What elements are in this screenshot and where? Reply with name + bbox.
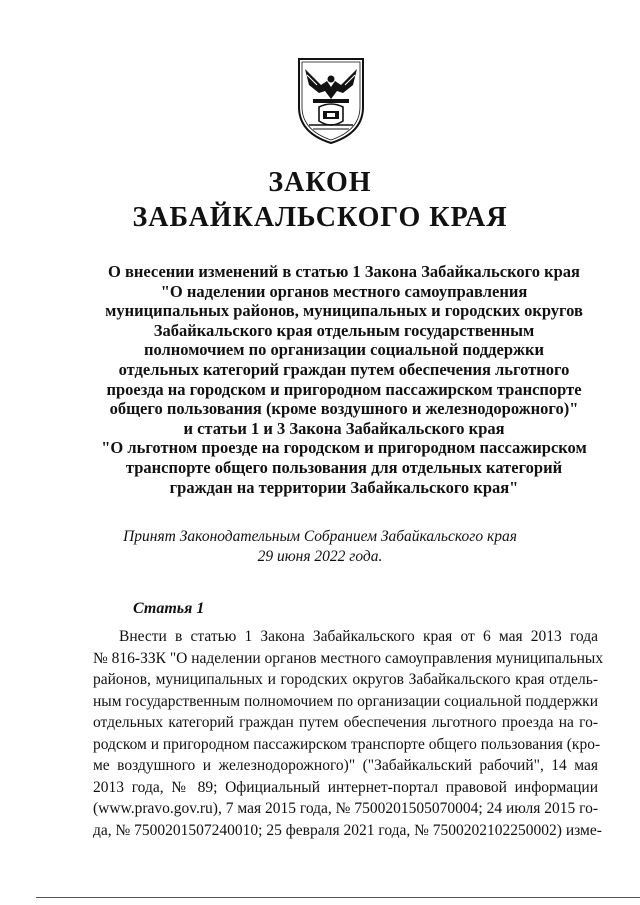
article-heading: Статья 1	[133, 600, 205, 617]
adoption-note	[0, 527, 640, 567]
subject-line: и статьи 1 и 3 Закона Забайкальского края	[183, 418, 505, 438]
body-line: да, № 7500201507240010; 25 февраля 2021 года, № 7500202102250002) изме-	[93, 821, 602, 839]
adoption-line: Принят Законодательным Собранием Забайкальского края	[123, 528, 517, 545]
region-title: ЗАБАЙКАЛЬСКОГО КРАЯ	[132, 202, 508, 233]
body-line: отдельных категорий граждан путем обеспечения льготного проезда на го-	[93, 714, 598, 731]
article-body	[93, 626, 604, 841]
subject-line: "О льготном проезде на городском и пригородном пассажирском	[101, 438, 587, 458]
law-title: ЗАКОН	[268, 167, 372, 198]
subject-line: проезда на городском и пригородном пассажирском транспорте	[106, 379, 582, 399]
adoption-date: 29 июня 2022 года.	[257, 548, 383, 565]
subject-line: муниципальных районов, муниципальных и городских округов	[105, 301, 583, 321]
body-line: (www.pravo.gov.ru), 7 мая 2015 года, № 7500201505070004; 24 июля 2015 го-	[93, 800, 598, 817]
body-line: 2013 года, № 89; Официальный интернет-портал правовой информации	[93, 778, 598, 796]
coat-of-arms-icon	[293, 55, 369, 145]
body-line: ным государственным полномочием по организации социальной поддержки	[93, 692, 598, 710]
body-line: районов, муниципальных и городских округов Забайкальского края отдель-	[93, 671, 598, 688]
subject-line: транспорте общего пользования для отдельных категорий	[125, 457, 563, 477]
subject-line: "О наделении органов местного самоуправления	[160, 281, 528, 301]
subject-line: граждан на территории Забайкальского края"	[169, 477, 519, 497]
subject-line: общего пользования (кроме воздушного и железнодорожного)"	[109, 399, 579, 419]
body-line: родском и пригородном пассажирском транспорте общего пользования (кро-	[93, 735, 601, 753]
scan-edge-divider	[36, 897, 640, 898]
law-subject	[84, 262, 604, 497]
subject-line: О внесении изменений в статью 1 Закона Забайкальского края	[108, 262, 580, 281]
body-line: № 816-ЗЗК "О наделении органов местного самоуправления муниципальных	[93, 649, 604, 667]
coat-of-arms-emblem	[293, 55, 369, 145]
subject-line: полномочием по организации социальной поддержки	[144, 340, 544, 360]
body-line: Внести в статью 1 Закона Забайкальского края от 6 мая 2013 года	[119, 628, 598, 645]
subject-line: отдельных категорий граждан путем обеспечения льготного	[118, 359, 570, 379]
body-line: ме воздушного и железнодорожного)" ("Забайкальский рабочий", 14 мая	[93, 757, 598, 774]
subject-line: Забайкальского края отдельным государственным	[153, 320, 535, 340]
